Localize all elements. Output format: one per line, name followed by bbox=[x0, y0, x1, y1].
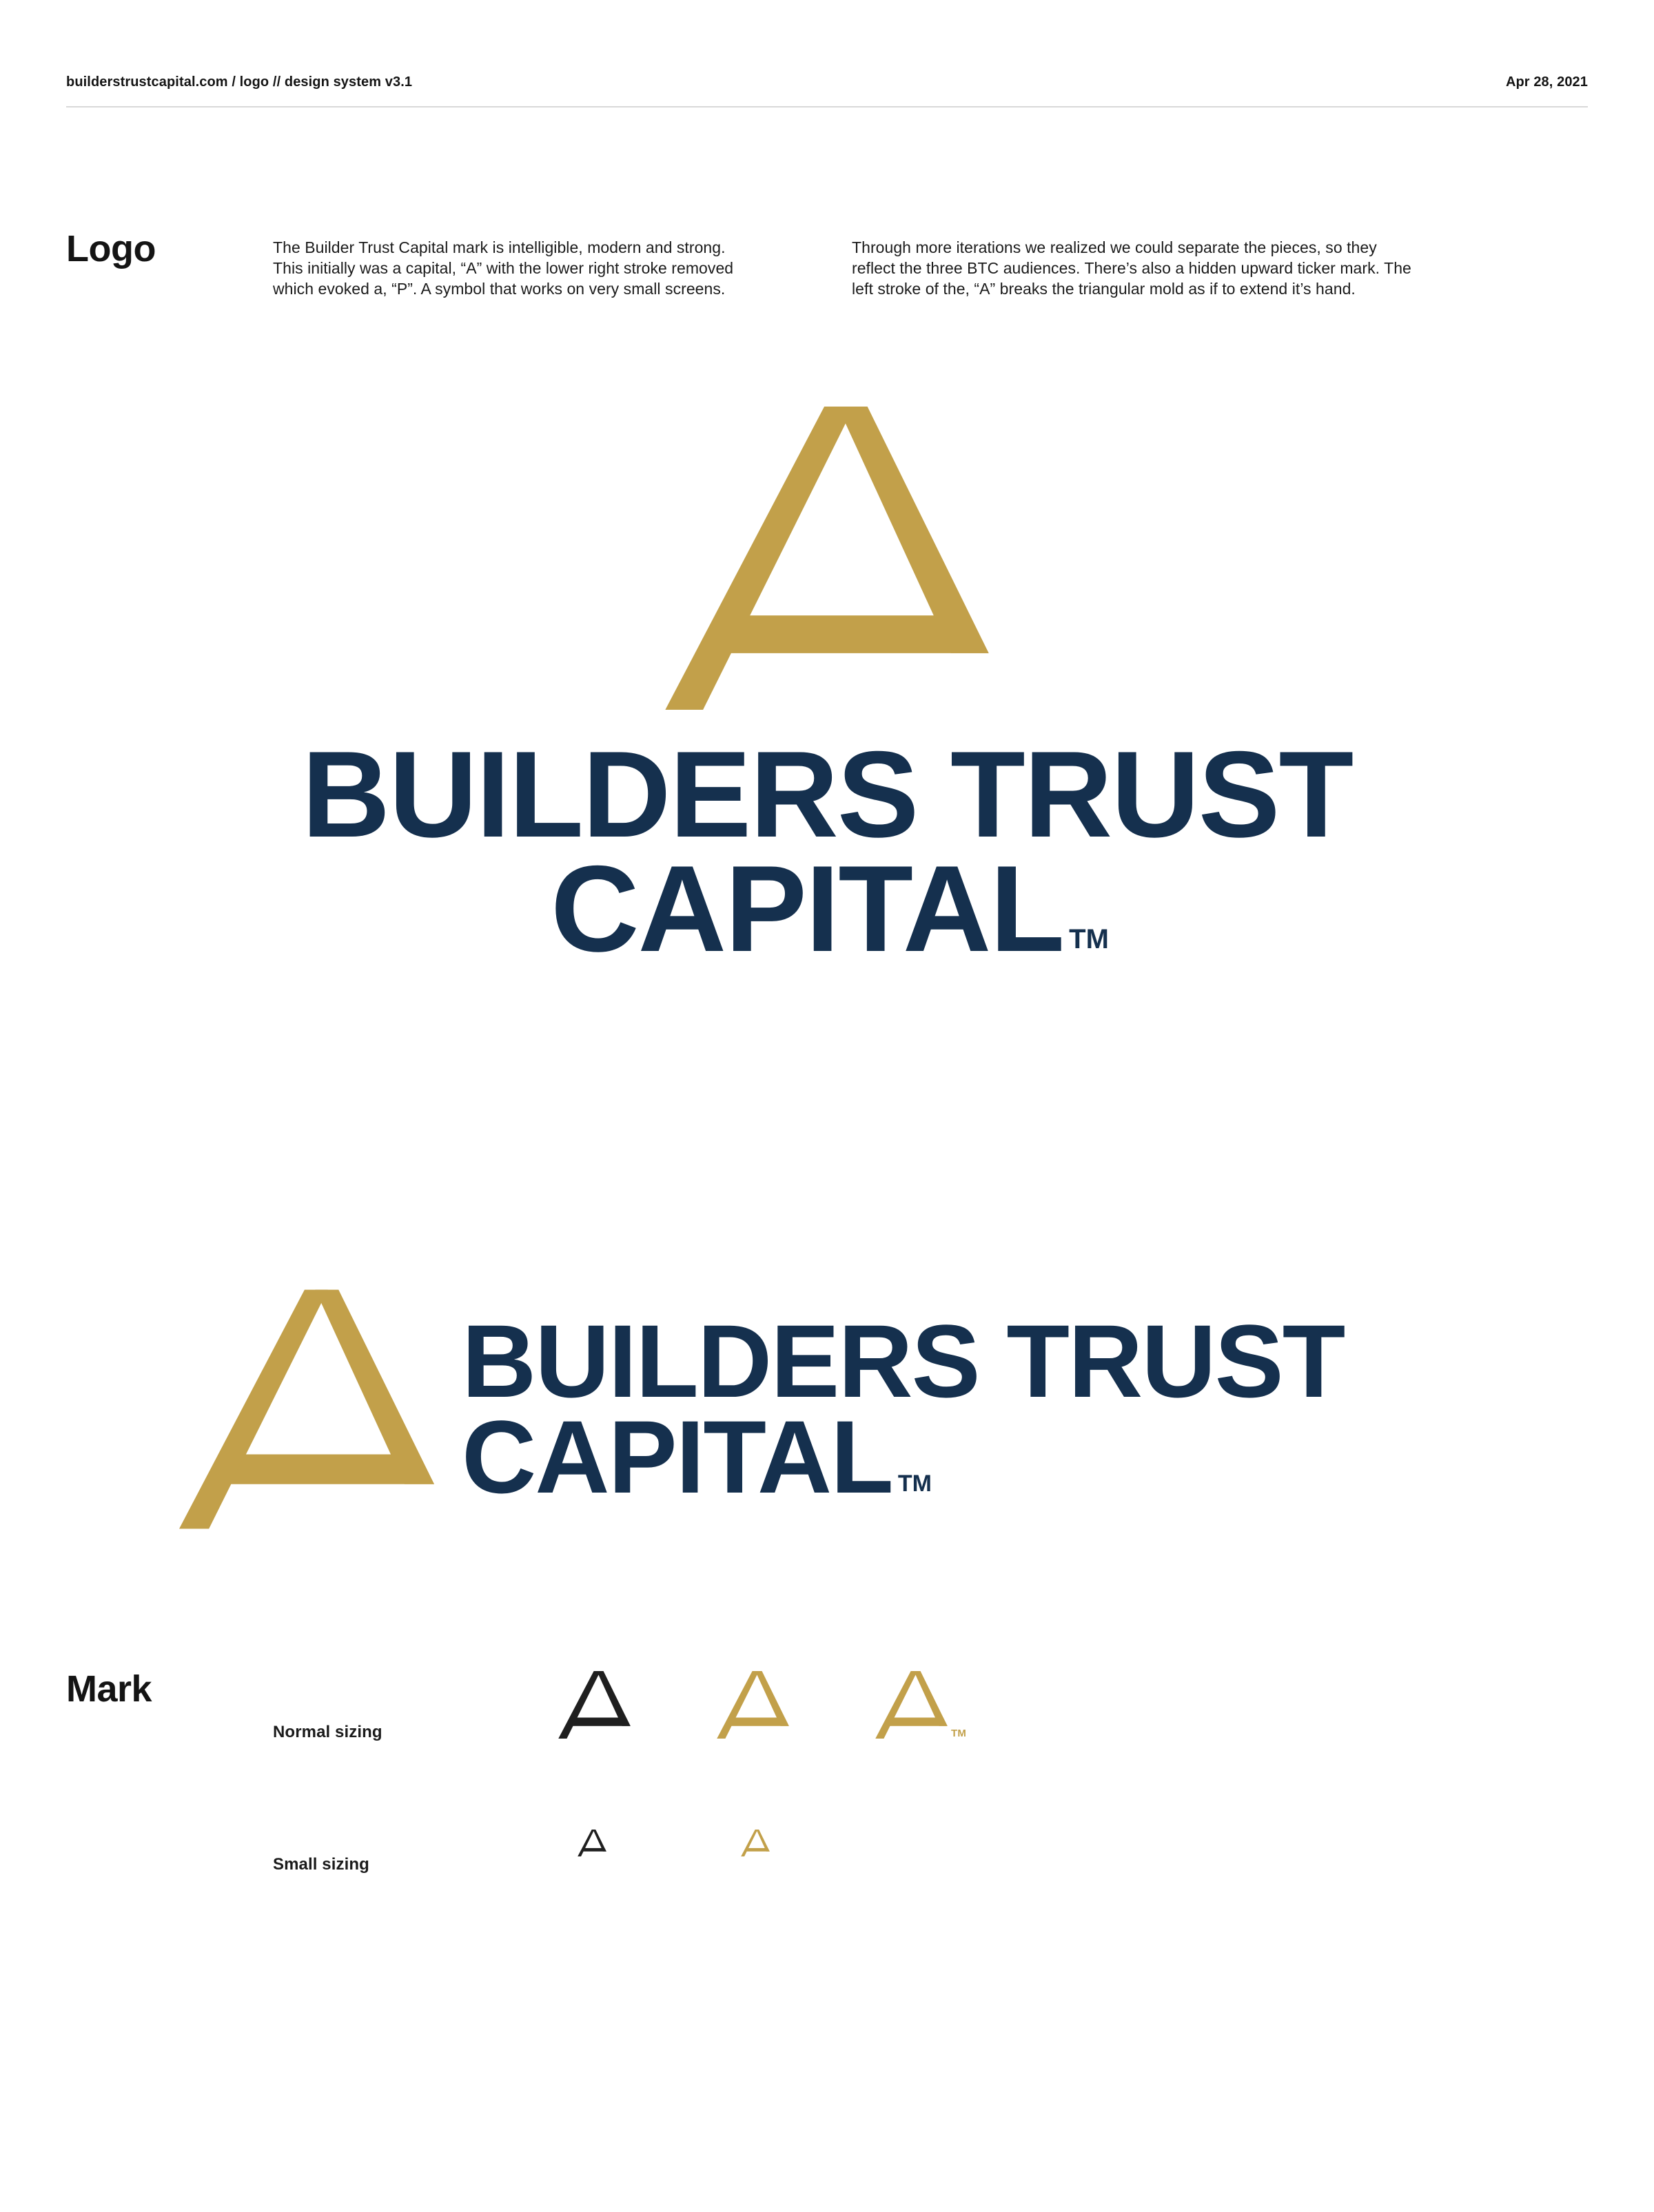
btc-triangle-mark-icon bbox=[875, 1671, 948, 1739]
header-source-path: builderstrustcapital.com / logo // design system v3.1 bbox=[66, 74, 413, 90]
logo-description-column-2: Through more iterations we realized we could separate the pieces, so they reflect the three BTC audiences. There’s also a hidden upward ticker mark. The left stroke of the, “A” breaks the triangular mold as if to extend it’s hand. bbox=[852, 238, 1411, 298]
stacked-logo-lockup bbox=[0, 407, 1654, 977]
wordmark-line-2: CAPITAL bbox=[462, 1399, 892, 1515]
trademark-symbol: TM bbox=[951, 1728, 967, 1739]
mark-sample-normal-gold-tm bbox=[875, 1671, 967, 1739]
wordmark-line-1: BUILDERS TRUST bbox=[462, 1302, 1345, 1419]
horizontal-logo-lockup bbox=[179, 1289, 1530, 1530]
wordmark-line-2-wrap bbox=[462, 1399, 1344, 1515]
section-title-logo: Logo bbox=[66, 228, 156, 269]
wordmark-line-2-wrap bbox=[302, 839, 1353, 977]
btc-triangle-mark-icon bbox=[665, 407, 989, 710]
btc-triangle-mark-icon bbox=[717, 1671, 789, 1739]
mark-sample-normal-dark bbox=[558, 1671, 631, 1739]
mark-row-label-normal: Normal sizing bbox=[273, 1723, 382, 1741]
trademark-symbol: TM bbox=[1069, 923, 1109, 954]
header-date: Apr 28, 2021 bbox=[1505, 74, 1588, 90]
page-header bbox=[66, 74, 1588, 107]
mark-sample-small-gold bbox=[741, 1830, 770, 1856]
trademark-symbol: TM bbox=[897, 1471, 932, 1497]
btc-triangle-mark-icon bbox=[578, 1830, 606, 1856]
wordmark-line-2: CAPITAL bbox=[551, 839, 1064, 977]
mark-row-label-small: Small sizing bbox=[273, 1855, 369, 1874]
btc-triangle-mark-icon bbox=[179, 1289, 434, 1530]
section-title-mark: Mark bbox=[66, 1668, 152, 1710]
logo-description-column-1: The Builder Trust Capital mark is intelligible, modern and strong. This initially was a capital, “A” with the lower right stroke removed which evoked a, “P”. A symbol that works on very small screens. bbox=[273, 238, 734, 298]
btc-triangle-mark-icon bbox=[741, 1830, 770, 1856]
wordmark-line-1: BUILDERS TRUST bbox=[301, 726, 1353, 863]
mark-sample-small-dark bbox=[578, 1830, 606, 1856]
mark-sample-normal-gold bbox=[717, 1671, 789, 1739]
wordmark-stacked bbox=[301, 726, 1353, 977]
wordmark-horizontal bbox=[462, 1302, 1345, 1515]
btc-triangle-mark-icon bbox=[558, 1671, 631, 1739]
